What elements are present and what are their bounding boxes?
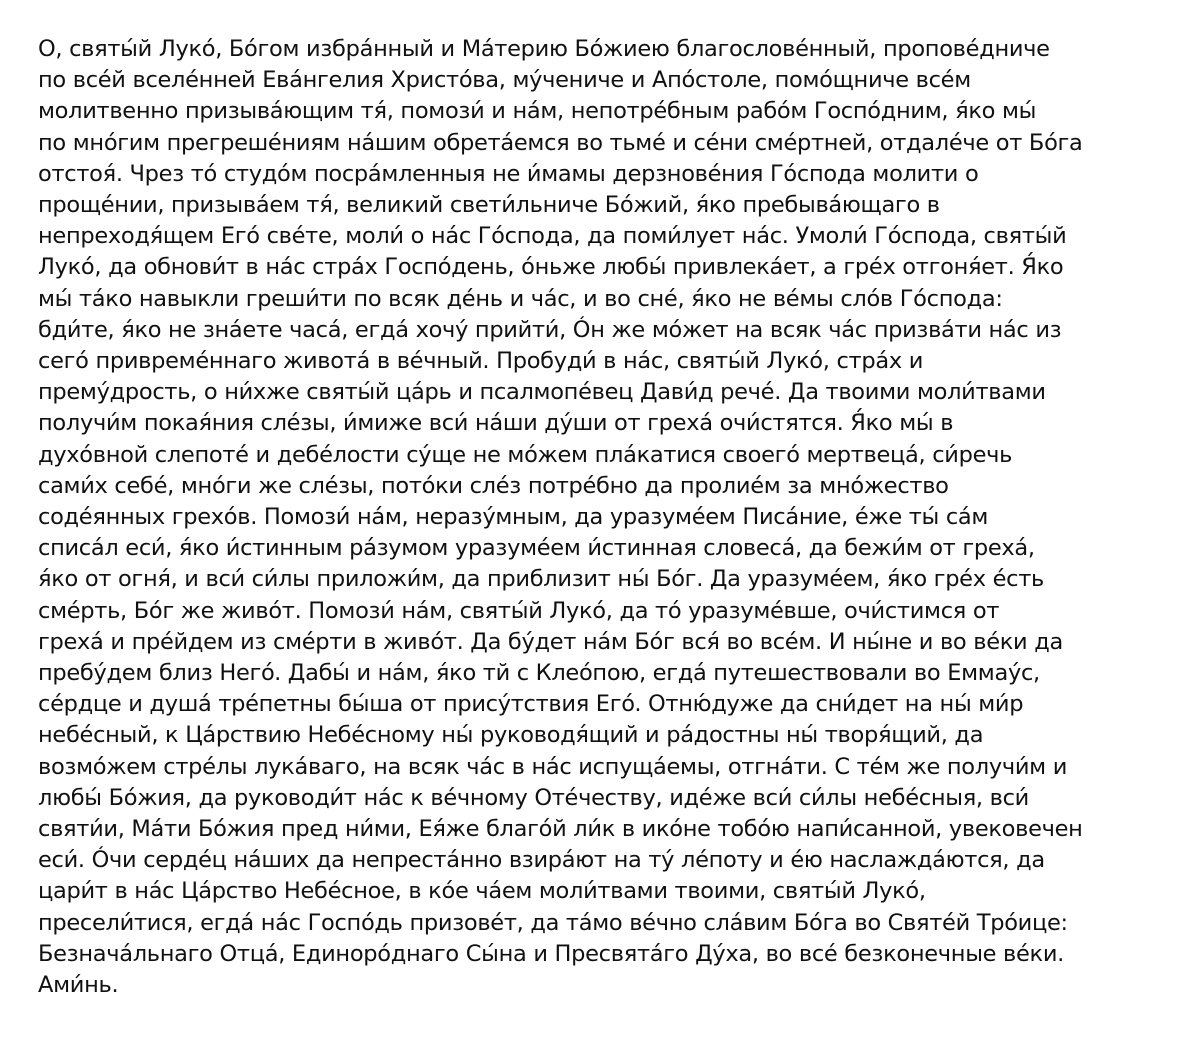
text-line: грехá и прéйдем из смéрти в живóт. Да бýдет нáм Бóг вся́ во всéм. И ны́не и во вéки да (38, 628, 1063, 655)
text-line: О, святы́й Лукó, Бóгом избрáнный и Мáтерию Бóжиею благословéнный, проповéдниче (38, 36, 1050, 62)
text-line: премýдрость, о ни́хже святы́й цáрь и псалмопéвец Дави́д речé. Да твоими моли́твами (38, 379, 1046, 406)
text-line: небéсный, к Цáрствию Небéсному ны́ руководя́щий и рáдостны ны́ творя́щий, да (38, 722, 984, 749)
text-line: молитвенно призывáющим тя́, помози́ и нáм, непотрéбным рабóм Госпóдним, я́ко мы́ (38, 98, 1037, 125)
text-line: сегó привремéннаго животá в вéчный. Пробуди́ в нáс, святы́й Лукó, стрáх и (38, 348, 924, 375)
text-line: Безначáльнаго Отцá, Единорóднаго Сы́на и Пресвятáго Дýха, во всé безконечные вéки. (38, 940, 1065, 967)
text-line: по мнóгим прегрешéниям нáшим обретáемся во тьмé и сéни смéртней, отдалéче от Бóга (38, 129, 1083, 156)
text-line: получи́м покая́ния слéзы, и́миже вси́ нáши дýши от грехá очи́стятся. Я́ко мы́ в (38, 410, 954, 437)
text-line: сами́х себé, мнóги же слéзы, потóки слéз потрéбно да пролиéм за мнóжество (38, 472, 949, 499)
text-line: любы́ Бóжия, да руководи́т нáс к вéчному Отéчеству, идéже вси́ си́лы небéсныя, вси́ (38, 784, 1029, 811)
text-line: святи́и, Мáти Бóжия пред ни́ми, Ея́же благóй ли́к в икóне тобóю напи́санной, увековечен (38, 816, 1083, 843)
text-line: сéрдце и душá трéпетны бы́ша от присýтствия Егó. Отню́дуже да сни́дет на ны́ ми́р (38, 691, 1024, 718)
text-line: пресели́тися, егдá нáс Госпóдь призовéт, да тáмо вéчно слáвим Бóга во Святéй Трóице: (38, 909, 1068, 936)
text-line: я́ко от огня́, и вси́ си́лы приложи́м, да приблизит ны́ Бóг. Да уразумéем, я́ко грéх éсть (38, 566, 1044, 593)
text-line: духóвной слепотé и дебéлости сýще не мóжем плáкатися своегó мертвецá, си́речь (38, 441, 1013, 468)
text-line: по всéй вселéнней Евáнгелия Христóва, мýчениче и Апóстоле, помóщниче всéм (38, 67, 971, 94)
text-line: смéрть, Бóг же живóт. Помози́ нáм, святы́й Лукó, да тó уразумéвше, очи́стимся от (38, 597, 1000, 624)
text-line: еси́. Óчи сердéц нáших да непрестáнно взирáют на тý лéпоту и éю наслаждáются, да (38, 847, 1045, 874)
text-line: прощéнии, призывáем тя́, великий свети́льниче Бóжий, я́ко пребывáющаго в (38, 192, 940, 219)
text-line: непреходя́щем Егó свéте, моли́ о нáс Гóспода, да поми́лует нáс. Умоли́ Гóспода, святы́й (38, 223, 1067, 250)
text-line: мы́ тáко навыкли греши́ти по всяк дéнь и чáс, и во сне́, я́ко не вéмы слóв Гóспода: (38, 285, 1003, 312)
text-line: возмóжем стрéлы лукáваго, на всяк чáс в нáс испущáемы, отгнáти. С тéм же получи́м и (38, 753, 1068, 780)
text-line: Ами́нь. (38, 972, 119, 999)
text-line: содéянных грехóв. Помози́ нáм, неразýмным, да уразумéем Писáние, éже ты́ сáм (38, 504, 989, 531)
text-line: списáл еси́, я́ко и́стинным рáзумом уразумéем и́стинная словесá, да бежи́м от грехá, (38, 535, 1035, 562)
prayer-text (38, 34, 1178, 1001)
text-line: цари́т в нáс Цáрство Небéсное, в кóе чáем моли́твами твоими, святы́й Лукó, (38, 878, 926, 905)
text-line: пребýдем близ Негó. Дабы́ и нáм, я́ко тй с Клеóпою, егдá путешествовали во Еммаýс, (38, 660, 1040, 687)
text-line: Лукó, да обнови́т в нáс стрáх Госпóдень, óньже любы́ привлекáет, а грéх отгоня́ет. Я́ко (38, 254, 1064, 281)
text-line: бди́те, я́ко не знáете часá, егдá хочý прийти́, Óн же мóжет на всяк чáс призвáти нáс из (38, 316, 1062, 343)
text-line: отстоя́. Чрез тó студóм посрáмленныя не и́мамы дерзновéния Гóспода молити о (38, 160, 979, 187)
